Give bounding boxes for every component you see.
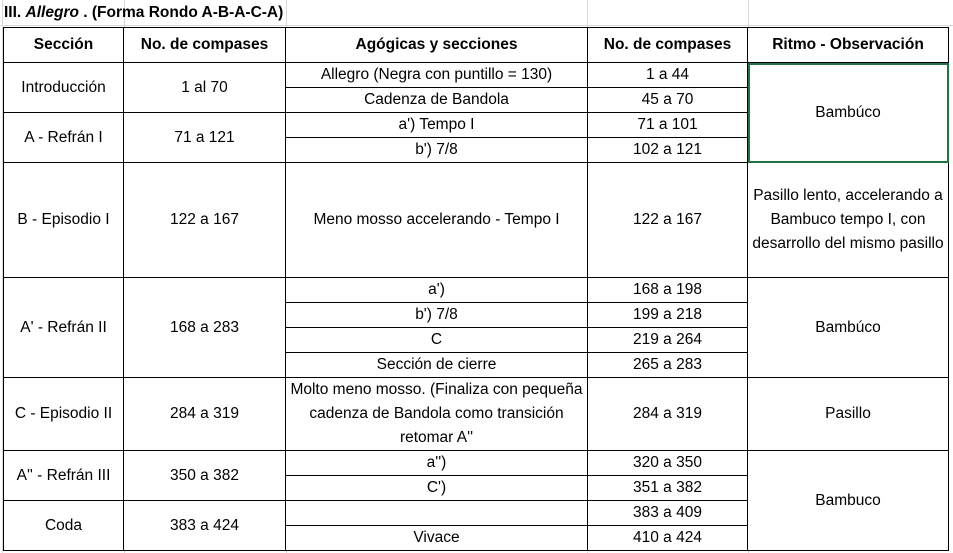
- agogic-cell[interactable]: b') 7/8: [286, 303, 588, 328]
- measures-cell[interactable]: 219 a 264: [588, 328, 748, 353]
- agogic-cell[interactable]: Molto meno mosso. (Finaliza con pequeña cadenza de Bandola como transición retomar A'': [286, 378, 588, 451]
- section-name-cell[interactable]: A'' - Refrán III: [4, 451, 124, 501]
- agogic-cell[interactable]: a') Tempo I: [286, 113, 588, 138]
- section-name-cell[interactable]: B - Episodio I: [4, 163, 124, 278]
- title-prefix: III.: [4, 4, 22, 21]
- rhythm-cell[interactable]: Pasillo: [748, 378, 949, 451]
- measures-cell[interactable]: 320 a 350: [588, 451, 748, 476]
- table-row: [4, 163, 949, 278]
- agogic-cell[interactable]: Sección de cierre: [286, 353, 588, 378]
- section-measures-cell[interactable]: 71 a 121: [124, 113, 286, 163]
- agogic-cell[interactable]: Vivace: [286, 526, 588, 551]
- measures-cell[interactable]: 383 a 409: [588, 501, 748, 526]
- measures-cell[interactable]: 199 a 218: [588, 303, 748, 328]
- table-row: [4, 278, 949, 303]
- rhythm-cell[interactable]: Bambuco: [748, 451, 949, 551]
- section-name-cell[interactable]: A' - Refrán II: [4, 278, 124, 378]
- section-name-cell[interactable]: A - Refrán I: [4, 113, 124, 163]
- measures-cell[interactable]: 410 a 424: [588, 526, 748, 551]
- title-italic: Allegro: [25, 4, 79, 21]
- agogic-cell[interactable]: C: [286, 328, 588, 353]
- section-name-cell[interactable]: Introducción: [4, 63, 124, 113]
- measures-cell[interactable]: 168 a 198: [588, 278, 748, 303]
- section-measures-cell[interactable]: 383 a 424: [124, 501, 286, 551]
- measures-cell[interactable]: 265 a 283: [588, 353, 748, 378]
- measures-cell[interactable]: 45 a 70: [588, 88, 748, 113]
- sheet-title[interactable]: [4, 3, 283, 23]
- rhythm-cell[interactable]: Pasillo lento, accelerando a Bambuco tempo I, con desarrollo del mismo pasillo: [748, 163, 949, 278]
- measures-cell[interactable]: 71 a 101: [588, 113, 748, 138]
- agogic-cell[interactable]: a'): [286, 278, 588, 303]
- agogic-cell[interactable]: [286, 501, 588, 526]
- measures-cell[interactable]: 351 a 382: [588, 476, 748, 501]
- header-cell[interactable]: Sección: [4, 28, 124, 63]
- rhythm-cell[interactable]: Bambúco: [748, 278, 949, 378]
- section-measures-cell[interactable]: 1 al 70: [124, 63, 286, 113]
- header-cell[interactable]: Ritmo - Observación: [748, 28, 949, 63]
- rhythm-cell-selected[interactable]: Bambúco: [748, 63, 949, 163]
- header-cell[interactable]: No. de compases: [588, 28, 748, 63]
- section-measures-cell[interactable]: 122 a 167: [124, 163, 286, 278]
- section-name-cell[interactable]: C - Episodio II: [4, 378, 124, 451]
- agogic-cell[interactable]: Meno mosso accelerando - Tempo I: [286, 163, 588, 278]
- section-measures-cell[interactable]: 168 a 283: [124, 278, 286, 378]
- table-row: [4, 451, 949, 476]
- agogic-cell[interactable]: a''): [286, 451, 588, 476]
- header-cell[interactable]: Agógicas y secciones: [286, 28, 588, 63]
- measures-cell[interactable]: 1 a 44: [588, 63, 748, 88]
- header-cell[interactable]: No. de compases: [124, 28, 286, 63]
- agogic-cell[interactable]: Allegro (Negra con puntillo = 130): [286, 63, 588, 88]
- agogic-cell[interactable]: Cadenza de Bandola: [286, 88, 588, 113]
- rondo-form-table: [3, 27, 949, 551]
- agogic-cell[interactable]: b') 7/8: [286, 138, 588, 163]
- section-name-cell[interactable]: Coda: [4, 501, 124, 551]
- measures-cell[interactable]: 102 a 121: [588, 138, 748, 163]
- table-row: [4, 378, 949, 451]
- section-measures-cell[interactable]: 284 a 319: [124, 378, 286, 451]
- measures-cell[interactable]: 122 a 167: [588, 163, 748, 278]
- header-row: [4, 28, 949, 63]
- gridline: [0, 25, 953, 26]
- section-measures-cell[interactable]: 350 a 382: [124, 451, 286, 501]
- agogic-cell[interactable]: C'): [286, 476, 588, 501]
- title-suffix: . (Forma Rondo A-B-A-C-A): [83, 4, 284, 21]
- table-row: [4, 63, 949, 88]
- measures-cell[interactable]: 284 a 319: [588, 378, 748, 451]
